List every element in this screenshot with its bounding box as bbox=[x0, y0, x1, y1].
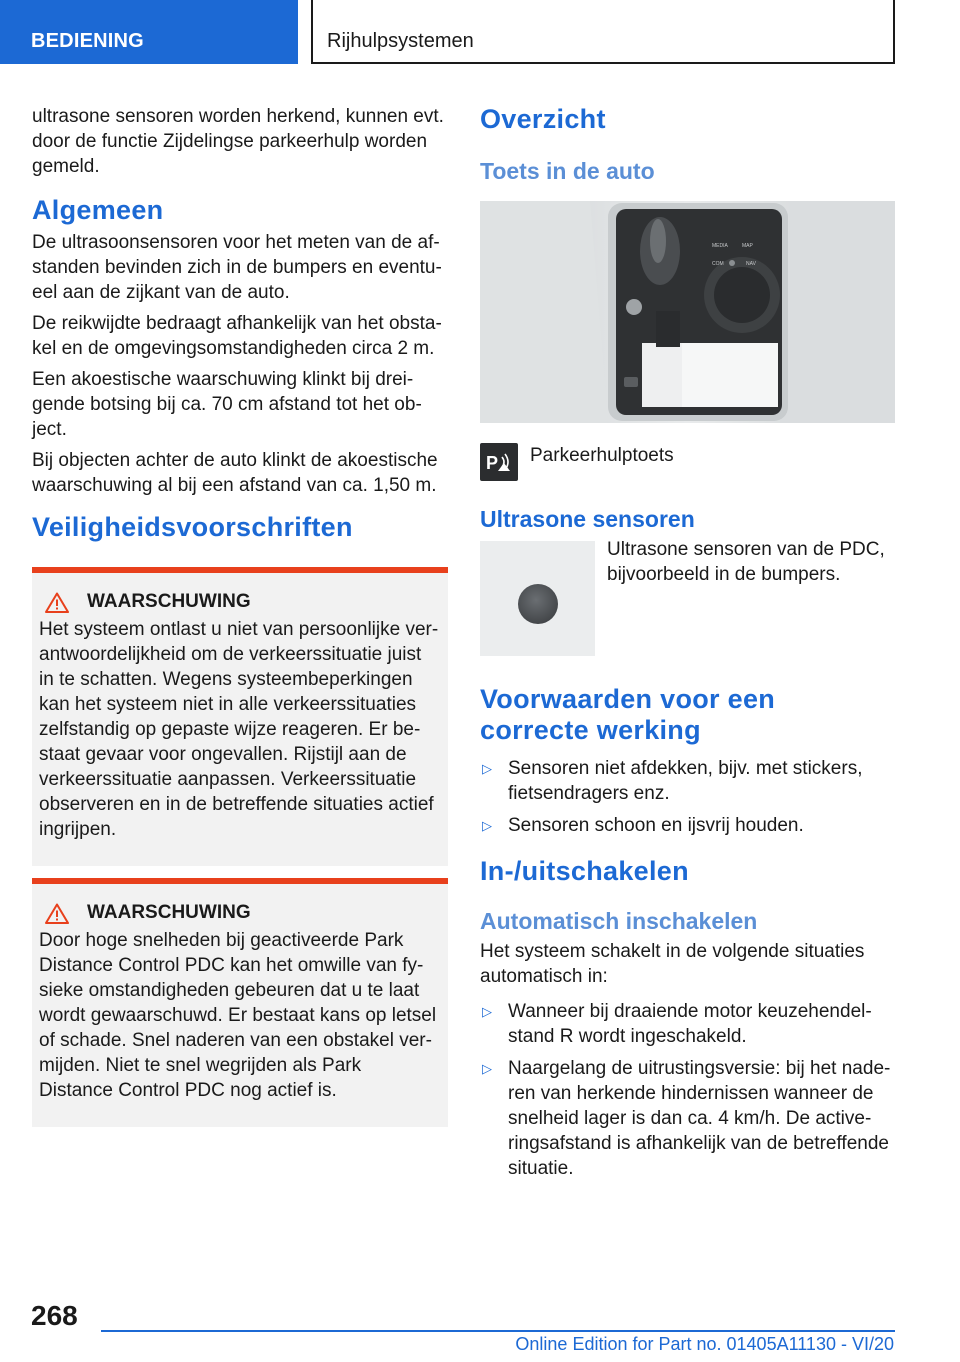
bullet-triangle-icon: ▷ bbox=[482, 1061, 492, 1076]
list-item bbox=[480, 1056, 896, 1181]
warning-triangle-icon bbox=[45, 903, 69, 924]
heading-overzicht: Overzicht bbox=[480, 104, 606, 134]
left-column bbox=[32, 104, 448, 1127]
section-tab bbox=[0, 0, 298, 64]
voorwaarden-list bbox=[480, 756, 896, 838]
button-legend bbox=[480, 443, 896, 481]
svg-text:MAP: MAP bbox=[742, 243, 753, 249]
automatisch-item-2: Naargelang de uitrustingsversie: bij het naderen van herkende hindernissen wanneer de snelheid lager is dan ca. 4 km/h. De activeringsafstand is afhankelijk van de betreffende situatie. bbox=[508, 1058, 891, 1179]
heading-inuit: In-/uitschakelen bbox=[480, 856, 689, 886]
automatisch-list bbox=[480, 999, 896, 1181]
section-title: BEDIENING bbox=[31, 30, 144, 52]
bullet-triangle-icon: ▷ bbox=[482, 818, 492, 833]
sensoren-text: Ultrasone sensoren van de PDC, bijvoorbeeld in de bumpers. bbox=[607, 539, 885, 585]
svg-text:COM: COM bbox=[712, 261, 724, 267]
list-item bbox=[480, 756, 896, 806]
algemeen-paragraph-3: Een akoestische waarschuwing klinkt bij dreigende botsing bij ca. 70 cm afstand tot het object. bbox=[32, 369, 422, 440]
warning-box-1 bbox=[32, 567, 448, 866]
heading-sensoren: Ultrasone sensoren bbox=[480, 506, 695, 532]
button-label: Parkeerhulptoets bbox=[530, 445, 674, 466]
warning-text-1: Het systeem ontlast u niet van persoonlijke verantwoordelijkheid om de verkeerssituatie juist in te schatten. Wegens systeembeperkingen kan het systeem niet in alle verkeerssituaties zelfstandig op gepaste wijze reageren. Er bestaat gevaar voor ongevallen. Rijstijl aan de verkeerssituatie aanpassen. Verkeerssituatie observeren en in de betreffende situaties actief ingrijpen. bbox=[39, 619, 439, 840]
warning-triangle-icon bbox=[45, 592, 69, 613]
bullet-triangle-icon: ▷ bbox=[482, 761, 492, 776]
svg-text:P: P bbox=[486, 453, 499, 473]
heading-automatisch: Automatisch inschakelen bbox=[480, 908, 758, 934]
intro-paragraph: ultrasone sensoren worden herkend, kunnen evt. door de functie Zijdelingse parkeerhulp worden gemeld. bbox=[32, 106, 444, 177]
center-console-photo bbox=[480, 201, 895, 423]
algemeen-paragraph-2: De reikwijdte bedraagt afhankelijk van het obstakel en de omgevingsomstandigheden circa 2 m. bbox=[32, 313, 442, 359]
warning-label-1: WAARSCHUWING bbox=[87, 591, 251, 612]
algemeen-paragraph-1: De ultrasoonsensoren voor het meten van de afstanden bevinden zich in de bumpers en eventueel aan de zijkant van de auto. bbox=[32, 232, 442, 303]
heading-algemeen: Algemeen bbox=[32, 195, 164, 225]
heading-veiligheid: Veiligheidsvoorschriften bbox=[32, 512, 353, 542]
parking-assist-icon bbox=[480, 443, 518, 481]
list-item bbox=[480, 813, 896, 838]
list-item bbox=[480, 999, 896, 1049]
footer-divider bbox=[101, 1330, 895, 1332]
heading-toets: Toets in de auto bbox=[480, 158, 655, 184]
warning-box-2 bbox=[32, 878, 448, 1127]
right-column bbox=[480, 104, 896, 1188]
sensor-photo bbox=[480, 541, 595, 656]
warning-text-2: Door hoge snelheden bij geactiveerde Park Distance Control PDC kan het omwille van fysieke omstandigheden gebeuren dat u te laat wordt gewaarschuwd. Er bestaat kans op letsel of schade. Snel naderen van een obstakel vermijden. Niet te snel wegrijden als Park Distance Control PDC nog actief is. bbox=[39, 930, 437, 1101]
page-number: 268 bbox=[31, 1300, 78, 1331]
warning-title-2 bbox=[39, 902, 440, 924]
console-illustration bbox=[480, 201, 895, 423]
automatisch-item-1: Wanneer bij draaiende motor keuzehendelstand R wordt ingeschakeld. bbox=[508, 1001, 872, 1047]
chapter-tab bbox=[311, 0, 895, 64]
sensor-disc bbox=[518, 584, 558, 624]
bullet-triangle-icon: ▷ bbox=[482, 1004, 492, 1019]
edition-text: Online Edition for Part no. 01405A11130 - VI/20 bbox=[515, 1334, 894, 1354]
sensor-row bbox=[480, 537, 896, 656]
warning-title-1 bbox=[39, 591, 440, 613]
algemeen-paragraph-4: Bij objecten achter de auto klinkt de akoestische waarschuwing al bij een afstand van ca. 1,50 m. bbox=[32, 450, 438, 496]
heading-voorwaarden: Voorwaarden voor een correcte werking bbox=[480, 684, 776, 745]
chapter-title: Rijhulpsystemen bbox=[327, 30, 474, 52]
svg-text:NAV: NAV bbox=[746, 261, 756, 267]
warning-label-2: WAARSCHUWING bbox=[87, 902, 251, 923]
voorwaarden-item-2: Sensoren schoon en ijsvrij houden. bbox=[508, 815, 804, 836]
svg-text:MEDIA: MEDIA bbox=[712, 243, 728, 249]
automatisch-text: Het systeem schakelt in de volgende situaties automatisch in: bbox=[480, 941, 865, 987]
voorwaarden-item-1: Sensoren niet afdekken, bijv. met stickers, fietsendragers enz. bbox=[508, 758, 863, 804]
